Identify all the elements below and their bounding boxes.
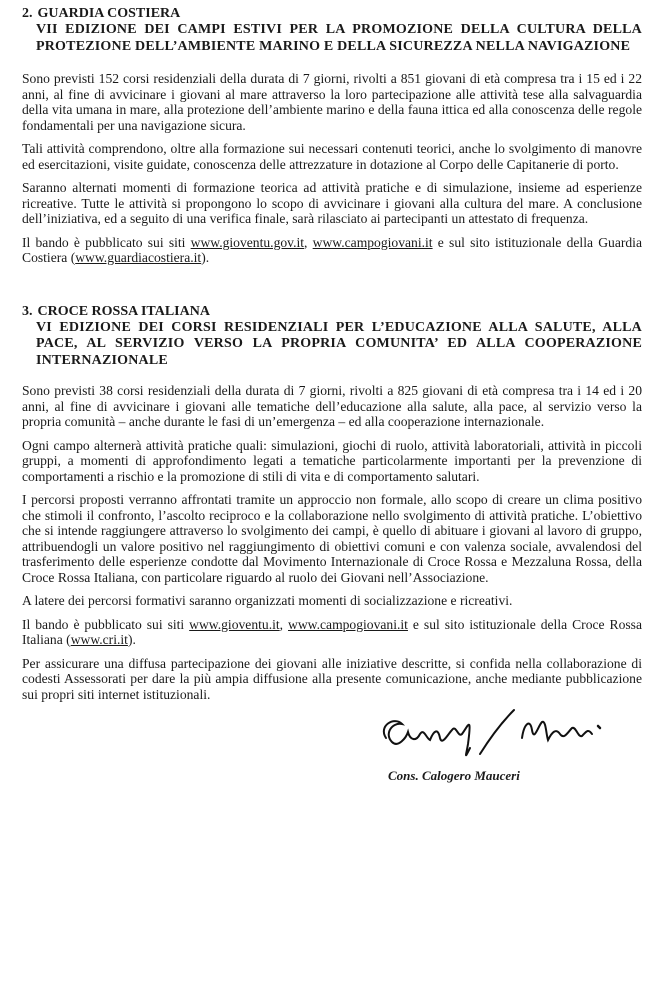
bando-paragraph: Il bando è pubblicato sui siti www.gioventu.it, www.campogiovani.it e sul sito istituzionale della Croce Rossa Italiana (www.cri.it). xyxy=(22,616,642,647)
paragraph: A latere dei percorsi formativi saranno organizzati momenti di socializzazione e ricreativi. xyxy=(22,593,513,608)
link-guardiacostiera[interactable]: www.guardiacostiera.it xyxy=(75,250,202,265)
bando-paragraph: Il bando è pubblicato sui siti www.gioventu.gov.it, www.campogiovani.it e sul sito istituzionale della Guardia Costiera (www.guardiacostiera.it). xyxy=(22,234,642,265)
link-cri[interactable]: www.cri.it xyxy=(70,632,128,647)
paragraph: Saranno alternati momenti di formazione teorica ad attività pratiche e di simulazione, insieme ad esperienze ricreative. Tutte le attività si propongono lo scopo di avvicinare i giovani alla cultura del mare. A conclusione dell’iniziativa, ed a seguito di una verifica finale, sarà rilasciato ai partecipanti un attestato di frequenza. xyxy=(22,180,642,226)
signer-name: Cons. Calogero Mauceri xyxy=(388,768,520,783)
section-number: 3. xyxy=(22,303,33,319)
paragraph: Ogni campo alternerà attività pratiche quali: simulazioni, giochi di ruolo, attività laboratoriali, attività in piccoli gruppi, a momenti di approfondimento legati a tematiche particolarmente importanti per la prevenzione di comportamenti a rischio e la promozione di stili di vita e di comportamento salutari. xyxy=(22,437,642,484)
paragraph: Sono previsti 152 corsi residenziali della durata di 7 giorni, rivolti a 851 giovani di età compresa tra i 15 ed i 22 anni, al fine di avvicinare i giovani al mare attraverso la loro partecipazione alle attività tese alla salvaguardia della vita umana in mare, alla protezione dell’ambiente marino e della fauna ittica ed alla conoscenza delle regole fondamentali per una navigazione sicura. xyxy=(22,71,642,133)
section-croce-rossa xyxy=(22,304,642,648)
section-number: 2. xyxy=(22,6,33,21)
paragraph: I percorsi proposti verranno affrontati tramite un approccio non formale, allo scopo di creare un clima positivo che stimoli il confronto, l’ascolto reciproco e la collaborazione nello svolgimento di attività pratiche. L’obiettivo che si intende raggiungere attraverso lo svolgimento dei campi, è quello di abituare i giovani al lavoro di gruppo, attribuendogli un valore positivo nel raggiungimento di obiettivi comuni e con valenza sociale, avvalendosi del trasferimento delle esperienze condotte dal Movimento Internazionale di Croce Rossa e Mezzaluna Rossa, della Croce Rossa Italiana, con particolare riguardo al ruolo dei Giovani nell’Associazione. xyxy=(22,492,642,585)
section-name: GUARDIA COSTIERA xyxy=(37,6,181,21)
paragraph: Sono previsti 38 corsi residenziali della durata di 7 giorni, rivolti a 825 giovani di età compresa tra i 14 ed i 20 anni, al fine di avvicinare i giovani alle tematiche dell’educazione alla salute, alla pace, al servizio verso la propria comunità – anche durante le fasi di un’emergenza – ed alla cooperazione internazionale. xyxy=(22,383,642,429)
link-gioventu[interactable]: www.gioventu.it xyxy=(189,616,280,632)
section-guardia-costiera xyxy=(22,6,642,266)
handwritten-signature xyxy=(372,704,632,764)
paragraph: Tali attività comprendono, oltre alla formazione sui necessari contenuti teorici, anche lo svolgimento di manovre ed esercitazioni, visite guidate, conoscenza delle attrezzature in dotazione al Corpo delle Capitanerie di porto. xyxy=(22,141,642,172)
link-campogiovani[interactable]: www.campogiovani.it xyxy=(312,234,433,250)
section-heading xyxy=(22,304,642,320)
link-campogiovani[interactable]: www.campogiovani.it xyxy=(288,616,408,632)
section-name: CROCE ROSSA ITALIANA xyxy=(37,303,210,319)
signature-block xyxy=(22,710,642,790)
signature-icon xyxy=(372,704,632,764)
section-subtitle: VI EDIZIONE DEI CORSI RESIDENZIALI PER L’EDUCAZIONE ALLA SALUTE, ALLA PACE, AL SERVIZIO VERSO LA PROPRIA COMUNITA’ ED ALLA COOPERAZIONE INTERNAZIONALE xyxy=(36,319,642,368)
closing-paragraph: Per assicurare una diffusa partecipazione dei giovani alle iniziative descritte, si confida nella collaborazione di codesti Assessorati per dare la più ampia diffusione alla presente comunicazione, anche mediante pubblicazione sui propri siti internet istituzionali. xyxy=(22,655,642,702)
link-gioventu-gov[interactable]: www.gioventu.gov.it xyxy=(190,234,305,250)
section-heading xyxy=(22,6,642,22)
section-subtitle: VII EDIZIONE DEI CAMPI ESTIVI PER LA PROMOZIONE DELLA CULTURA DELLA PROTEZIONE DELL’AMBIENTE MARINO E DELLA SICUREZZA NELLA NAVIGAZIONE xyxy=(36,22,642,54)
